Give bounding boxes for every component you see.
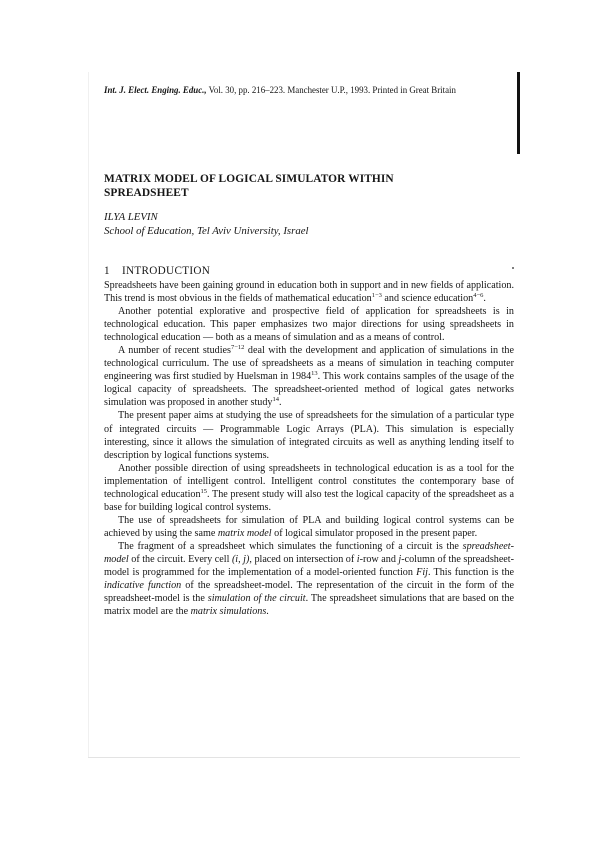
- paragraph-3: [104, 344, 514, 409]
- section-title: INTRODUCTION: [122, 265, 211, 277]
- author-affiliation: School of Education, Tel Aviv University, Israel: [104, 225, 309, 237]
- emphasis-term: (i, j): [231, 553, 250, 565]
- paragraph-text: of logical simulator proposed in the present paper.: [271, 527, 478, 539]
- reference-superscript: 4−6: [473, 292, 484, 300]
- paragraph-text: , placed on intersection of: [249, 553, 357, 565]
- paragraph-text: . This function is the: [427, 567, 515, 579]
- section-heading: [104, 265, 210, 277]
- paragraph-text: of the spreadsheet-model. The representation of the circuit in the form of the spreadsheet-model is the: [104, 580, 514, 605]
- paragraph-text: and science education: [381, 293, 474, 305]
- paragraph-1: [104, 279, 514, 305]
- paragraph-6: [104, 514, 514, 540]
- reference-superscript: 7−12: [231, 344, 245, 352]
- title-line-2: SPREADSHEET: [104, 187, 189, 199]
- paragraph-text: of the circuit. Every cell: [128, 553, 232, 565]
- paragraph-text: . The spreadsheet simulations that are based on the matrix model are the: [104, 593, 514, 618]
- reference-superscript: 1−3: [371, 292, 382, 300]
- emphasis-term: matrix model: [217, 527, 272, 539]
- paragraph-4: The present paper aims at studying the use of spreadsheets for the simulation of a particular type of integrated circuits — Programmable Logic Arrays (PLA). This simulation is especially interesting, since it allows the simulation of integrated circuits as well as anything lending itself to description by logical functions systems.: [104, 410, 514, 461]
- paragraph-text: . The present study will also test the logical capacity of the spreadsheet as a base for building logical control systems.: [104, 488, 514, 513]
- scan-edge-left: [88, 72, 89, 758]
- paragraph-text: -row and: [359, 553, 399, 565]
- paragraph-5: [104, 462, 514, 514]
- emphasis-term: matrix simulations: [190, 606, 267, 618]
- paragraph-text: The fragment of a spreadsheet which simulates the functioning of a circuit is the: [118, 540, 463, 552]
- paragraph-text: . This work contains samples of the usage of the logical capacity of spreadsheets. The spreadsheet-oriented method of logical gates networks simulation was proposed in another study: [104, 371, 514, 409]
- journal-details: Vol. 30, pp. 216–223. Manchester U.P., 1993. Printed in Great Britain: [206, 85, 456, 95]
- paragraph-7: [104, 540, 514, 618]
- title-line-1: MATRIX MODEL OF LOGICAL SIMULATOR WITHIN: [104, 173, 394, 185]
- paper-title: [104, 172, 434, 200]
- paragraph-text: Another possible direction of using spreadsheets in technological education is as a tool for the implementation of intelligent control. Intelligent control constitutes the contemporary base of technological education: [104, 462, 514, 500]
- author-name: ILYA LEVIN: [104, 211, 158, 223]
- emphasis-term: indicative function: [104, 580, 182, 592]
- paragraph-text: -column of the spreadsheet-model is programmed for the implementation of a model-oriented function: [104, 553, 514, 579]
- scan-speck: [512, 267, 514, 269]
- paragraph-text: A number of recent studies: [118, 345, 231, 357]
- reference-superscript: 13: [311, 370, 318, 378]
- emphasis-term: simulation of the circuit: [207, 593, 306, 605]
- section-number: 1: [104, 265, 110, 277]
- body-text: [104, 279, 514, 618]
- paragraph-text: .: [483, 293, 486, 305]
- reference-superscript: 15: [200, 487, 208, 495]
- emphasis-term: Fij: [416, 567, 428, 579]
- paragraph-text: deal with the development and application of simulations in the technological curriculum. The use of spreadsheets as a means of simulation in teaching computer engineering was first studied by Huelsman in 1984: [104, 345, 514, 383]
- scan-edge-right: [517, 72, 520, 154]
- paragraph-text: .: [278, 397, 282, 409]
- paragraph-text: .: [266, 606, 269, 618]
- journal-name: Int. J. Elect. Enging. Educ.,: [104, 85, 207, 95]
- reference-superscript: 14: [272, 396, 279, 404]
- paragraph-2: Another potential explorative and prospective field of application for spreadsheets is in technological education. This paper emphasizes two major directions for using spreadsheets in technological education — both as a means of simulation and as a means of control.: [104, 306, 514, 344]
- author-block: [104, 210, 404, 238]
- paragraph-text: The use of spreadsheets for simulation of PLA and building logical control systems can be achieved by using the same: [104, 514, 514, 539]
- journal-citation: [104, 85, 514, 95]
- emphasis-term: spreadsheet-model: [104, 540, 514, 565]
- emphasis-term: j: [398, 553, 402, 565]
- scan-edge-bottom: [88, 757, 520, 758]
- emphasis-term: i: [356, 553, 360, 565]
- paragraph-text: Spreadsheets have been gaining ground in education both in support and in new fields of application. This trend is most obvious in the fields of mathematical education: [104, 280, 514, 305]
